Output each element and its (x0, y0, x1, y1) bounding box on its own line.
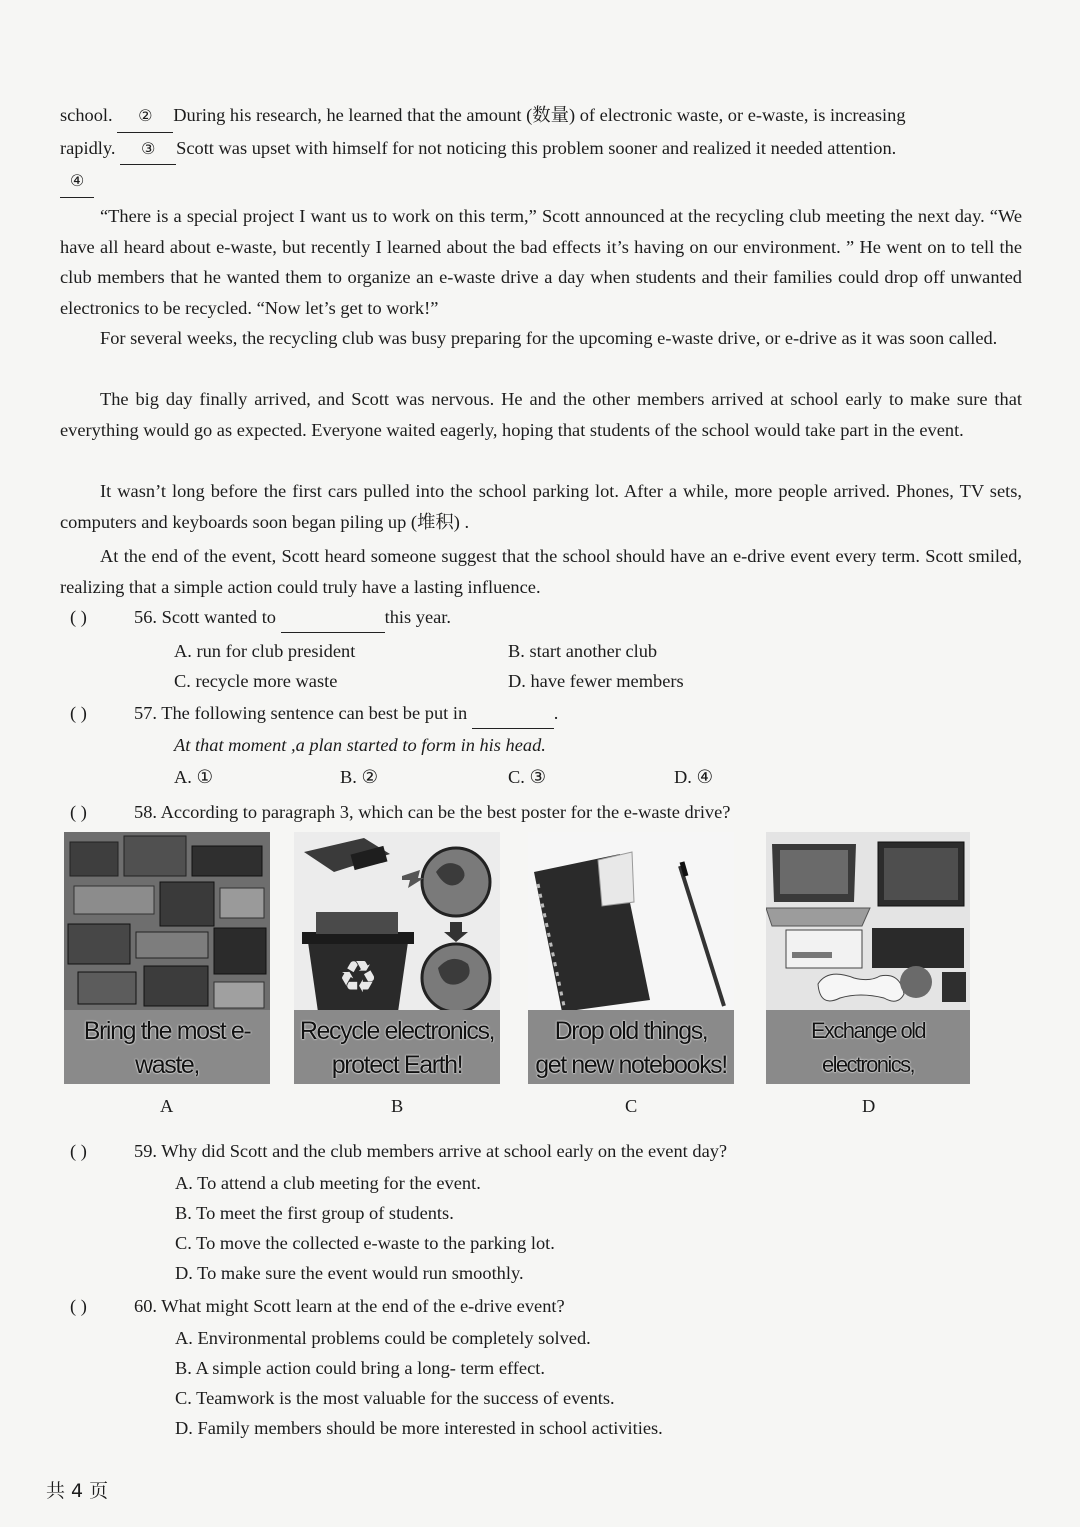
text: During his research, he learned that the amount (数量) of electronic waste, or e-waste, is increasing (173, 105, 906, 125)
question-58 (70, 797, 730, 827)
svg-text:♻: ♻ (338, 952, 378, 1003)
poster-a[interactable] (64, 832, 270, 1084)
passage-paragraph-5: It wasn’t long before the first cars pulled into the school parking lot. After a while, more people arrived. Phones, TV sets, computers and keyboards soon began piling up (堆积) . (60, 481, 1022, 532)
answer-bracket[interactable]: ( ) (70, 1296, 87, 1316)
text: Scott was upset with himself for not noticing this problem sooner and realized it needed attention. (176, 137, 897, 158)
option-57-b[interactable]: B. ② (340, 767, 378, 787)
question-60 (70, 1291, 565, 1321)
question-59 (70, 1136, 727, 1166)
passage-paragraph-1 (60, 100, 1022, 198)
blank-4: ④ (60, 165, 94, 198)
option-59-a[interactable]: A. To attend a club meeting for the event. (175, 1173, 481, 1193)
option-59-b[interactable]: B. To meet the first group of students. (175, 1203, 454, 1223)
question-stem: 57. The following sentence can best be put in (134, 703, 468, 723)
option-57-d[interactable]: D. ④ (674, 767, 713, 787)
poster-b[interactable] (294, 832, 500, 1084)
text: rapidly. (60, 137, 116, 158)
question-57 (70, 698, 558, 729)
answer-bracket[interactable]: ( ) (70, 1141, 87, 1161)
text: school. (60, 105, 113, 125)
option-59-c[interactable]: C. To move the collected e-waste to the parking lot. (175, 1233, 555, 1253)
answer-bracket[interactable]: ( ) (70, 703, 87, 723)
answer-bracket[interactable]: ( ) (70, 802, 87, 822)
option-56-a[interactable]: A. run for club president (174, 641, 356, 661)
option-60-c[interactable]: C. Teamwork is the most valuable for the success of events. (175, 1388, 615, 1408)
question-56 (70, 602, 451, 633)
poster-c[interactable] (528, 832, 734, 1084)
question-stem: 58. According to paragraph 3, which can be the best poster for the e-waste drive? (134, 802, 731, 822)
blank-2: ② (117, 100, 173, 133)
poster-label-c: C (625, 1096, 638, 1116)
option-59-d[interactable]: D. To make sure the event would run smoothly. (175, 1263, 524, 1283)
poster-label-d: D (862, 1096, 876, 1116)
electronics-illustration (766, 832, 970, 1012)
option-56-c[interactable]: C. recycle more waste (174, 671, 338, 691)
poster-label-a: A (160, 1096, 174, 1116)
question-stem: 60. What might Scott learn at the end of the e-drive event? (134, 1296, 565, 1316)
fill-blank (472, 698, 554, 729)
option-60-b[interactable]: B. A simple action could bring a long- term effect. (175, 1358, 545, 1378)
page-count: 共 4 页 (46, 1480, 109, 1502)
option-57-a[interactable]: A. ① (174, 767, 213, 787)
fill-blank (281, 602, 385, 633)
option-56-b[interactable]: B. start another club (508, 641, 658, 661)
poster-caption: Exchange old electronics, (766, 1010, 970, 1084)
notebook-illustration (528, 832, 734, 1012)
poster-d[interactable] (766, 832, 970, 1084)
blank-3: ③ (120, 133, 176, 166)
passage-paragraph-3: For several weeks, the recycling club was busy preparing for the upcoming e-waste drive, or e-drive as it was soon called. (100, 328, 998, 348)
option-56-d[interactable]: D. have fewer members (508, 671, 684, 691)
question-stem: 59. Why did Scott and the club members arrive at school early on the event day? (134, 1141, 728, 1161)
poster-caption: Recycle electronics, protect Earth! (294, 1010, 500, 1084)
option-57-c[interactable]: C. ③ (508, 767, 546, 787)
poster-caption: Bring the most e-waste, (64, 1010, 270, 1084)
recycle-bin-illustration (294, 832, 500, 1012)
e-waste-pile-illustration (64, 832, 270, 1012)
question-stem: 56. Scott wanted to (134, 607, 276, 627)
passage-paragraph-6: At the end of the event, Scott heard someone suggest that the school should have an e-drive event every term. Scott smiled, realizing that a simple action could truly have a lasting influence. (60, 546, 1022, 597)
insert-sentence: At that moment ,a plan started to form in his head. (174, 735, 546, 755)
passage-paragraph-4: The big day finally arrived, and Scott was nervous. He and the other members arrived at school early to make sure that everything would go as expected. Everyone waited eagerly, hoping that students of the school would take part in the event. (60, 389, 1022, 440)
question-stem-end: . (553, 703, 559, 723)
option-60-d[interactable]: D. Family members should be more interested in school activities. (175, 1418, 663, 1438)
poster-label-b: B (391, 1096, 404, 1116)
poster-caption: Drop old things, get new notebooks! (528, 1010, 734, 1084)
option-60-a[interactable]: A. Environmental problems could be completely solved. (175, 1328, 591, 1348)
question-stem-end: this year. (384, 607, 452, 627)
passage-paragraph-2: “There is a special project I want us to work on this term,” Scott announced at the recycling club meeting the next day. “We have all heard about e-waste, but recently I learned about the bad effects it’s having on our environment. ” He went on to tell the club members that he wanted them to organize an e-waste drive a day when students and their families could drop off unwanted electronics to be recycled. “Now let’s get to work!” (60, 206, 1022, 318)
answer-bracket[interactable]: ( ) (70, 607, 87, 627)
